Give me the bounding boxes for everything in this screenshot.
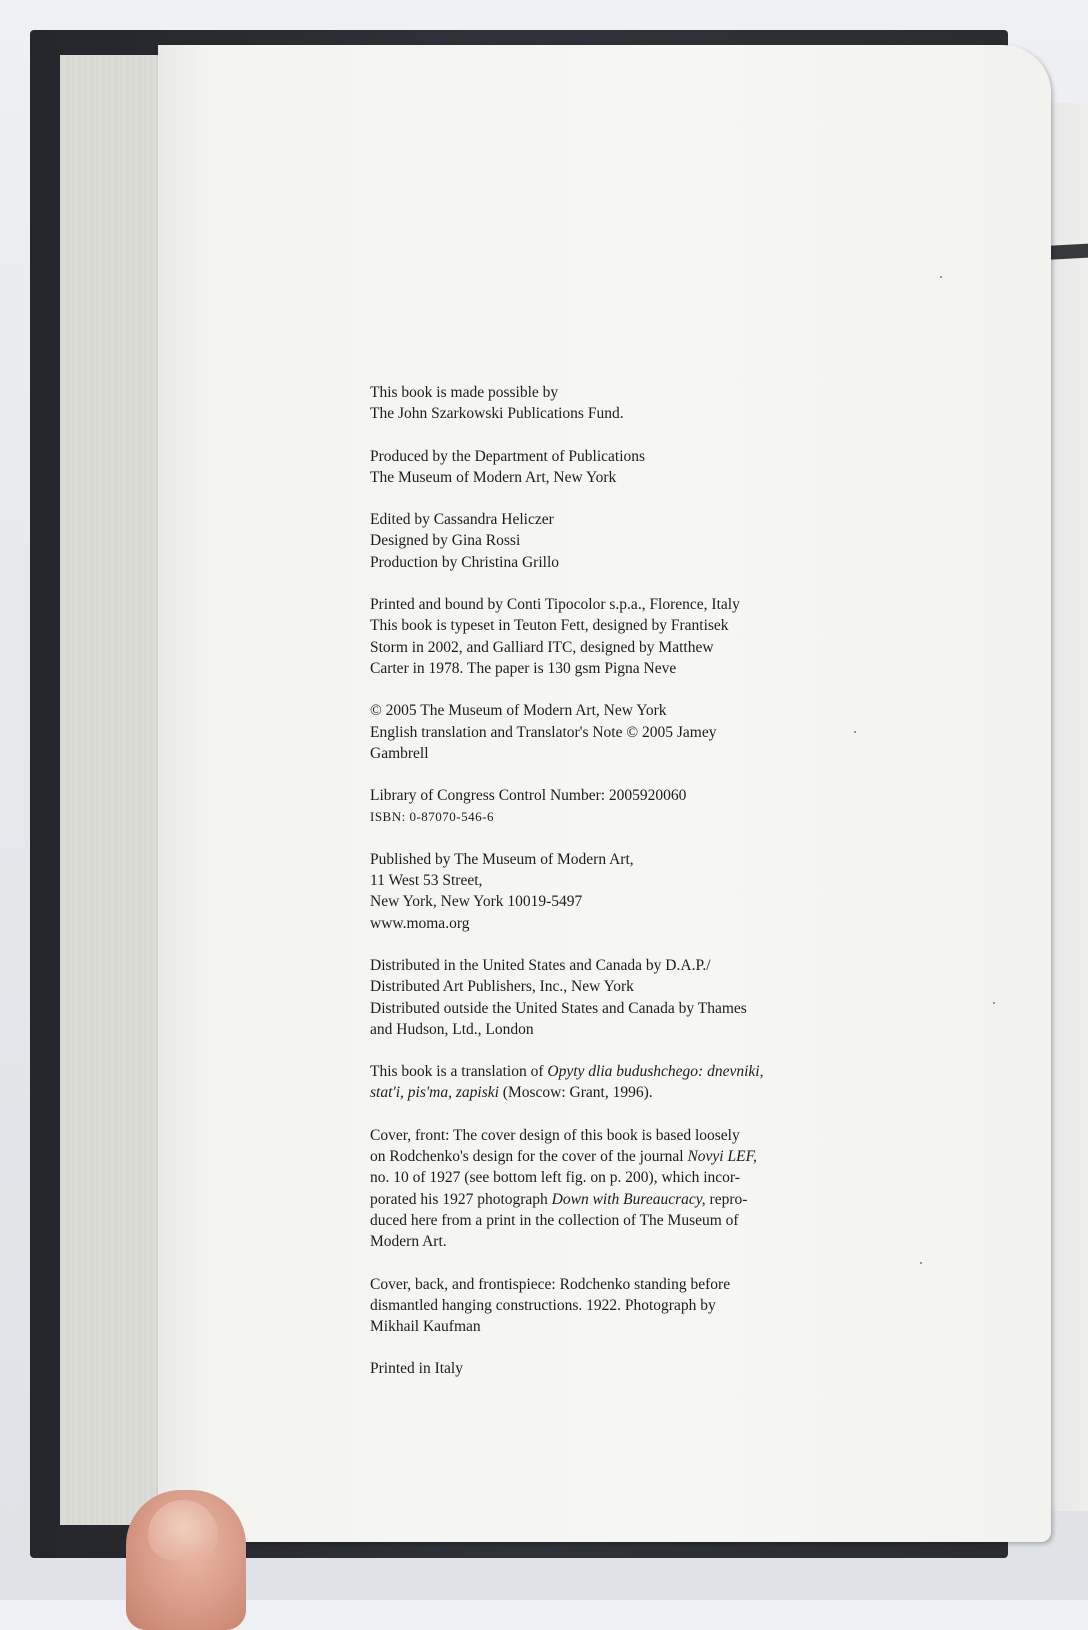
text-line: no. 10 of 1927 (see bottom left fig. on p. 200), which incor-	[370, 1169, 740, 1187]
text-line: Distributed in the United States and Canada by D.A.P./	[370, 956, 711, 974]
text-line: Production by Christina Grillo	[370, 553, 560, 571]
text-span: repro-	[705, 1190, 748, 1208]
text-line	[370, 1082, 800, 1103]
printed-in-block	[370, 1358, 800, 1379]
text-line: Published by The Museum of Modern Art,	[370, 850, 634, 868]
text-line: 11 West 53 Street,	[370, 872, 483, 890]
text-line	[370, 1189, 800, 1210]
text-line: English translation and Translator's Note © 2005 Jamey	[370, 723, 717, 741]
text-line: and Hudson, Ltd., London	[370, 1020, 534, 1038]
text-line	[370, 1146, 800, 1167]
text-line: Gambrell	[370, 744, 429, 762]
text-line: This book is made possible by	[370, 384, 559, 401]
cover-back-block	[370, 1274, 800, 1338]
text-line: New York, New York 10019-5497	[370, 893, 583, 911]
cover-front-block	[370, 1125, 800, 1253]
text-line: Carter in 1978. The paper is 130 gsm Pigna Neve	[370, 659, 677, 677]
text-line: Distributed outside the United States and Canada by Thames	[370, 999, 747, 1017]
distribution-block	[370, 955, 800, 1040]
translation-block	[370, 1061, 800, 1104]
credits-block	[370, 509, 800, 573]
producer-block	[370, 446, 800, 489]
paper-speck	[940, 276, 942, 278]
paper-speck	[854, 731, 856, 733]
colophon-text	[370, 382, 800, 1401]
text-line: dismantled hanging constructions. 1922. Photograph by	[370, 1296, 716, 1314]
text-line: Library of Congress Control Number: 2005920060	[370, 787, 687, 805]
text-span: This book is a translation of	[370, 1063, 548, 1081]
text-line: Cover, front: The cover design of this book is based loosely	[370, 1126, 740, 1144]
printing-block	[370, 594, 800, 679]
text-span: porated his 1927 photograph	[370, 1190, 552, 1208]
text-span: (Moscow: Grant, 1996).	[498, 1084, 653, 1102]
text-line: Edited by Cassandra Heliczer	[370, 511, 554, 529]
text-line: www.moma.org	[370, 914, 470, 932]
catalog-block	[370, 785, 800, 828]
publisher-block	[370, 849, 800, 934]
text-line	[370, 1061, 800, 1082]
paper-speck	[920, 1262, 922, 1264]
text-line: © 2005 The Museum of Modern Art, New York	[370, 702, 667, 720]
text-line: Printed in Italy	[370, 1360, 463, 1378]
text-line: Storm in 2002, and Galliard ITC, designed by Matthew	[370, 638, 714, 656]
text-line: Designed by Gina Rossi	[370, 532, 521, 550]
text-line: The Museum of Modern Art, New York	[370, 468, 617, 486]
original-title: stat'i, pis'ma, zapiski	[370, 1084, 499, 1102]
photo-title: Down with Bureaucracy,	[551, 1190, 706, 1208]
text-line: duced here from a print in the collection of The Museum of	[370, 1211, 739, 1229]
text-span: on Rodchenko's design for the cover of the journal	[370, 1148, 688, 1166]
isbn: ISBN: 0-87070-546-6	[370, 809, 494, 825]
original-title: Opyty dlia budushchego: dnevniki,	[547, 1063, 764, 1081]
text-line: Distributed Art Publishers, Inc., New York	[370, 978, 634, 996]
text-line: This book is typeset in Teuton Fett, designed by Frantisek	[370, 617, 729, 635]
text-line: Mikhail Kaufman	[370, 1318, 481, 1336]
paper-speck	[993, 1002, 995, 1004]
text-line: The John Szarkowski Publications Fund.	[370, 405, 624, 423]
text-line: Modern Art.	[370, 1233, 447, 1251]
journal-title: Novyi LEF,	[687, 1148, 757, 1166]
text-line: Printed and bound by Conti Tipocolor s.p.a., Florence, Italy	[370, 596, 740, 614]
copyright-block	[370, 700, 800, 764]
text-line: Produced by the Department of Publications	[370, 447, 646, 465]
text-line: Cover, back, and frontispiece: Rodchenko standing before	[370, 1275, 731, 1293]
funding-block	[370, 382, 800, 425]
